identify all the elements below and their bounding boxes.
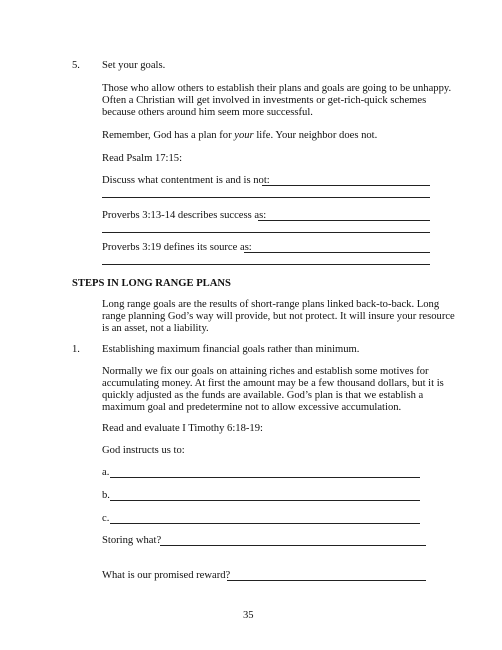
answer-line-contentment-2[interactable] [102, 197, 430, 198]
answer-line-a[interactable] [110, 477, 420, 478]
intro-line-1: Long range goals are the results of short-range plans linked back-to-back. Long [102, 299, 440, 310]
prompt-source: Proverbs 3:19 defines its source as: [102, 242, 252, 253]
item-number-1: 1. [72, 344, 80, 355]
remember-sentence [102, 130, 377, 143]
answer-label-c: c. [102, 513, 110, 524]
item-title-set-goals: Set your goals. [102, 60, 166, 71]
intro-line-2: range planning God’s way will provide, but not protect. It will insure your resource [102, 311, 455, 322]
answer-line-success-2[interactable] [102, 232, 430, 233]
read-timothy: Read and evaluate I Timothy 6:18-19: [102, 423, 263, 434]
answer-label-b: b. [102, 490, 110, 501]
answer-line-storing[interactable] [160, 545, 426, 546]
god-instructs: God instructs us to: [102, 445, 185, 456]
maximum-goals-line-4: maximum goal and predetermine not to allow excessive accumulation. [102, 402, 402, 413]
paragraph-others-goals-line-2: Often a Christian will get involved in investments or get-rich-quick schemes [102, 95, 427, 106]
maximum-goals-line-2: accumulating money. At first the amount may be a few thousand dollars, but it is [102, 378, 444, 389]
answer-line-source-1[interactable] [244, 252, 430, 253]
answer-line-c[interactable] [110, 523, 420, 524]
answer-label-a: a. [102, 467, 110, 478]
intro-line-3: is an asset, not a liability. [102, 323, 209, 334]
read-psalm: Read Psalm 17:15: [102, 153, 183, 164]
prompt-contentment: Discuss what contentment is and is not: [102, 175, 270, 186]
remember-text-emphasis: your [234, 130, 254, 141]
section-heading-steps: STEPS IN LONG RANGE PLANS [72, 278, 231, 289]
item-title-maximum-goals: Establishing maximum financial goals rather than minimum. [102, 344, 360, 355]
maximum-goals-line-3: quickly adjusted as the funds are available. God’s plan is that we establish a [102, 390, 424, 401]
paragraph-others-goals-line-1: Those who allow others to establish their plans and goals are going to be unhappy. [102, 83, 452, 94]
paragraph-others-goals-line-3: because others around him seem more successful. [102, 107, 313, 118]
item-number-5: 5. [72, 60, 80, 71]
remember-text-end: life. Your neighbor does not. [253, 130, 378, 141]
prompt-storing: Storing what? [102, 535, 162, 546]
maximum-goals-line-1: Normally we fix our goals on attaining riches and establish some motives for [102, 366, 429, 377]
answer-line-contentment-1[interactable] [262, 185, 430, 186]
answer-line-success-1[interactable] [258, 220, 430, 221]
answer-line-source-2[interactable] [102, 264, 430, 265]
prompt-success: Proverbs 3:13-14 describes success as: [102, 210, 267, 221]
page-number: 35 [243, 610, 254, 621]
prompt-reward: What is our promised reward? [102, 570, 231, 581]
remember-text-start: Remember, God has a plan for [102, 130, 235, 141]
answer-line-b[interactable] [110, 500, 420, 501]
answer-line-reward[interactable] [227, 580, 426, 581]
